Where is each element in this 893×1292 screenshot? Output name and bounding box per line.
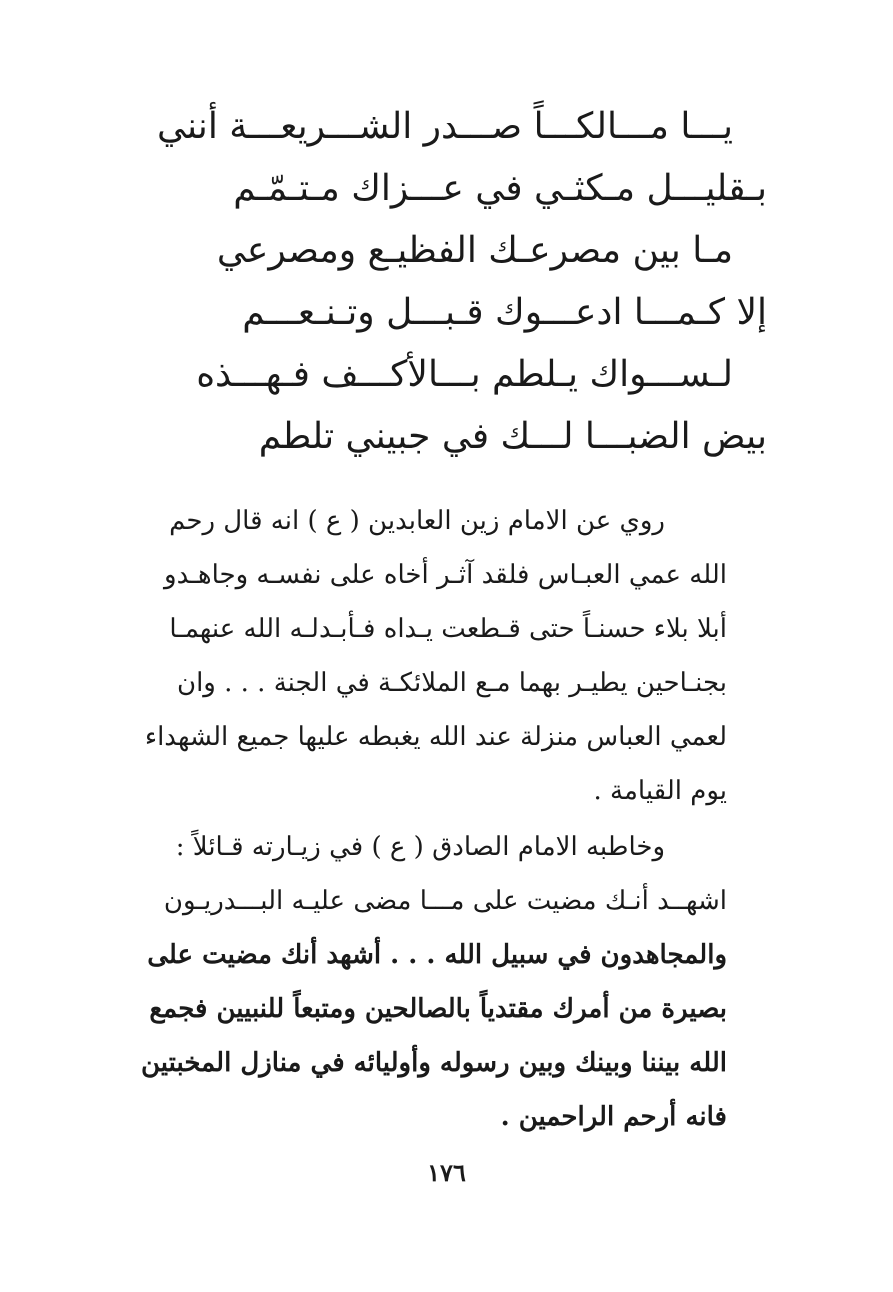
paragraph-line: لعمي العباس منزلة عند الله يغبطه عليها جميع الشهداء <box>144 722 727 752</box>
poem-line: بيض الضبـــا لـــك في جبيني تلطم <box>258 416 767 457</box>
paragraph-line: الله عمي العبـاس فلقد آثـر أخاه على نفسـه وجاهـدو <box>164 560 727 590</box>
paragraph-line: بصيرة من أمرك مقتدياً بالصالحين ومتبعاً للنبيين فجمع <box>149 994 727 1024</box>
poem-block <box>93 96 767 468</box>
paragraph-line: اشهــد أنـك مضيت على مـــا مضى عليـه البـــدريـون <box>163 886 727 916</box>
paragraph-line: فانه أرحم الراحمين . <box>500 1102 727 1132</box>
paragraph-line: بجنـاحين يطيـر بهما مـع الملائكـة في الجنة . . . وان <box>176 668 727 698</box>
poem-line: بـقليـــل مـكثـي في عـــزاك مـتـمّـم <box>233 168 767 209</box>
paragraph-line: يوم القيامة . <box>593 776 727 806</box>
paragraph-line: روي عن الامام زين العابدين ( ع ) انه قال رحم <box>169 506 665 536</box>
paragraph-line: وخاطبه الامام الصادق ( ع ) في زيـارته قـائلاً : <box>175 832 665 862</box>
paragraph-line: أبلا بلاء حسنـاً حتى قـطعت يـداه فـأبـدلـه الله عنهمـا <box>169 614 727 644</box>
poem-line: إلا كـمـــا ادعـــوك قـبـــل وتـنـعـــم <box>242 292 767 333</box>
poem-line: يـــا مـــالكـــاً صـــدر الشـــريعـــة أنني <box>156 106 733 147</box>
page-number: ١٧٦ <box>427 1158 466 1187</box>
poem-line: مـا بين مصرعـك الفظيـع ومصرعي <box>216 230 733 271</box>
paragraph-line: والمجاهدون في سبيل الله . . . أشهد أنك مضيت على <box>147 940 727 970</box>
paragraph-zain-al-abidin <box>127 494 727 818</box>
paragraph-line: الله بيننا وبينك وبين رسوله وأوليائه في منازل المخبتين <box>141 1048 727 1078</box>
paragraph-al-sadiq <box>127 820 727 1144</box>
poem-line: لـســـواك يـلطم بـــالأكـــف فـهـــذه <box>196 354 733 395</box>
